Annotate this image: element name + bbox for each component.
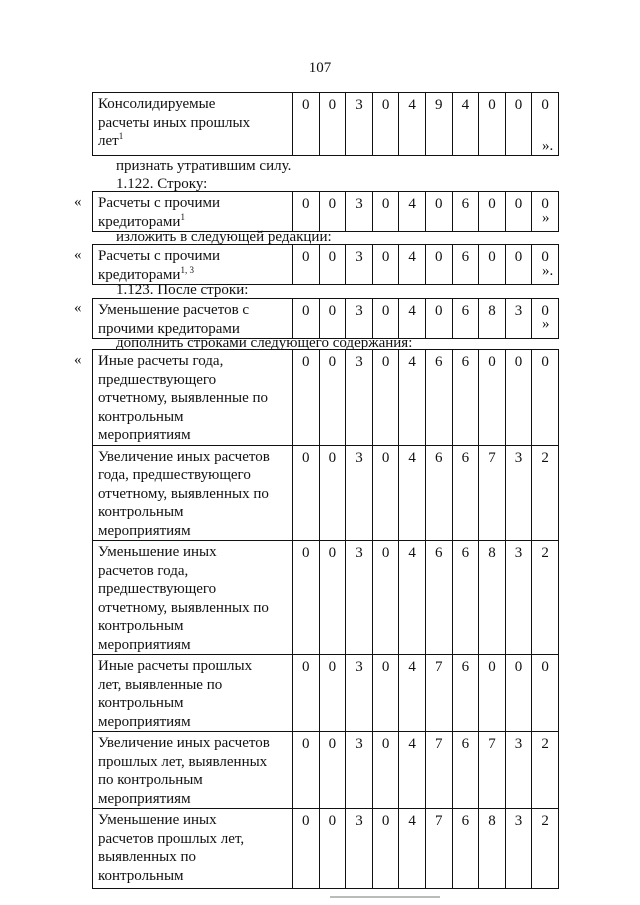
code-digit: 2 (532, 809, 559, 889)
code-digit: 0 (293, 732, 320, 809)
code-digit: 7 (425, 732, 452, 809)
label-line: контрольным (98, 867, 184, 884)
code-digit: 0 (425, 245, 452, 285)
footnote-mark: 1, 3 (180, 264, 194, 275)
code-digit: 0 (319, 350, 346, 446)
code-digit: 4 (399, 445, 426, 541)
code-digit: 6 (425, 445, 452, 541)
code-digit: 0 (425, 299, 452, 339)
code-digit: 0 (505, 192, 532, 232)
code-digit: 3 (346, 732, 373, 809)
code-digit: 0 (319, 192, 346, 232)
text-line: дополнить строками следующего содержания: (116, 335, 413, 351)
label-line: расчетов года, (98, 562, 189, 579)
code-digit: 0 (372, 192, 399, 232)
code-digit: 0 (372, 299, 399, 339)
label-line: лет, выявленные по (98, 676, 223, 693)
label-line: мероприятиям (98, 427, 191, 443)
code-digit: 0 (293, 809, 320, 889)
label-line: мероприятиям (98, 790, 191, 807)
row-label (93, 541, 293, 655)
code-digit: 3 (346, 350, 373, 446)
label-line: Увеличение иных расчетов (98, 448, 270, 465)
code-digit: 6 (452, 809, 479, 889)
row-label (93, 192, 293, 232)
label-line: контрольным (98, 695, 184, 711)
code-digit: 4 (399, 350, 426, 446)
code-digit: 0 (479, 93, 506, 156)
code-digit: 0 (293, 541, 320, 655)
label-line: по контрольным (98, 772, 203, 788)
code-digit: 8 (479, 299, 506, 339)
label-line: года, предшествующего (98, 467, 251, 483)
code-digit: 0 (293, 192, 320, 232)
table-row (93, 350, 559, 446)
code-digit: 0 (425, 192, 452, 232)
code-digit: 0 (505, 245, 532, 285)
code-digit: 2 (532, 732, 559, 809)
code-digit: 0 (479, 192, 506, 232)
code-digit: 0 (505, 350, 532, 446)
code-digit: 0 (372, 350, 399, 446)
code-digit: 7 (479, 732, 506, 809)
code-digit: 0 (319, 445, 346, 541)
text-line: 1.122. Строку: (116, 176, 208, 192)
open-quote: « (74, 247, 82, 263)
code-digit: 0 (293, 245, 320, 285)
label-line: кредиторами (98, 266, 181, 283)
footnote-mark: 1 (180, 211, 185, 222)
table-row (93, 655, 559, 732)
code-digit: 7 (425, 809, 452, 889)
code-digit: 0 (319, 732, 346, 809)
label-line: отчетному, выявленных по (98, 485, 269, 502)
code-digit: 0 (372, 809, 399, 889)
code-digit: 0 (372, 93, 399, 156)
row-label (93, 245, 293, 285)
code-table-2 (92, 191, 559, 232)
code-digit: 3 (346, 192, 373, 232)
code-digit: 6 (452, 732, 479, 809)
label-line: мероприятиям (98, 522, 191, 539)
text-line: признать утратившим силу. (116, 158, 292, 174)
open-quote: « (74, 194, 82, 210)
code-digit: 0 (293, 299, 320, 339)
close-quote: ». (542, 263, 554, 279)
label-line: Уменьшение иных (98, 812, 217, 828)
code-digit: 0 (372, 732, 399, 809)
label-line: лет (98, 133, 119, 149)
code-digit: 2 (532, 541, 559, 655)
label-line: отчетному, выявленные по (98, 390, 269, 406)
row-label (93, 445, 293, 541)
label-line: Увеличение иных расчетов (98, 735, 270, 751)
table-row (93, 192, 559, 232)
code-digit: 0 (293, 655, 320, 732)
code-digit: 0 (372, 445, 399, 541)
code-digit: 0 (319, 299, 346, 339)
code-digit: 0 (293, 350, 320, 446)
code-digit: 4 (399, 192, 426, 232)
label-line: мероприятиям (98, 636, 191, 653)
label-line: предшествующего (98, 581, 217, 597)
code-digit: 0 (372, 245, 399, 285)
code-table-5 (92, 349, 559, 889)
code-digit: 3 (505, 445, 532, 541)
code-digit: 4 (399, 541, 426, 655)
table-row (93, 445, 559, 541)
row-label (93, 350, 293, 446)
label-line: отчетному, выявленных по (98, 599, 269, 616)
code-digit: 0 (479, 655, 506, 732)
code-digit: 0 (293, 445, 320, 541)
code-digit: 0 (293, 93, 320, 156)
page-number: 107 (308, 60, 332, 76)
code-digit: 9 (425, 93, 452, 156)
code-digit: 0 (505, 93, 532, 156)
code-digit: 0 (505, 655, 532, 732)
label-line: Консолидируемые (98, 96, 216, 112)
code-digit: 0 (532, 655, 559, 732)
close-quote: ». (542, 138, 554, 154)
code-digit: 4 (399, 732, 426, 809)
label-line: Уменьшение расчетов с (98, 302, 250, 318)
code-digit: 3 (346, 445, 373, 541)
label-line: Уменьшение иных (98, 544, 217, 560)
table-row (93, 541, 559, 655)
code-digit: 3 (505, 809, 532, 889)
code-digit: 7 (479, 445, 506, 541)
code-digit: 3 (346, 93, 373, 156)
code-digit: 6 (425, 350, 452, 446)
label-line: прошлых лет, выявленных (98, 753, 268, 770)
label-line: расчетов прошлых лет, (98, 830, 245, 847)
code-digit: 7 (425, 655, 452, 732)
code-digit: 4 (399, 93, 426, 156)
table-row (93, 93, 559, 156)
label-line: Иные расчеты года, (98, 353, 224, 369)
code-digit: 3 (505, 299, 532, 339)
code-digit: 6 (452, 299, 479, 339)
code-digit: 4 (399, 655, 426, 732)
code-digit: 0 (532, 93, 559, 156)
label-line: Иные расчеты прошлых (98, 658, 253, 674)
row-label (93, 299, 293, 339)
code-digit: 3 (346, 809, 373, 889)
code-digit: 6 (452, 245, 479, 285)
table-row (93, 809, 559, 889)
code-digit: 6 (452, 541, 479, 655)
code-digit: 0 (532, 350, 559, 446)
code-digit: 2 (532, 445, 559, 541)
open-quote: « (74, 352, 82, 368)
label-line: Расчеты с прочими (98, 195, 221, 211)
label-line: контрольным (98, 408, 184, 425)
code-digit: 0 (372, 541, 399, 655)
code-digit: 0 (479, 245, 506, 285)
code-digit: 0 (319, 93, 346, 156)
code-digit: 6 (452, 655, 479, 732)
label-line: прочими кредиторами (98, 320, 240, 337)
code-digit: 0 (319, 541, 346, 655)
open-quote: « (74, 300, 82, 316)
code-table-3 (92, 244, 559, 285)
code-digit: 6 (452, 350, 479, 446)
code-digit: 0 (319, 245, 346, 285)
code-digit: 4 (399, 809, 426, 889)
code-table-4 (92, 298, 559, 339)
code-digit: 0 (532, 192, 559, 232)
label-line: предшествующего (98, 371, 217, 388)
code-digit: 3 (346, 655, 373, 732)
label-line: выявленных по (98, 849, 196, 865)
code-digit: 0 (319, 655, 346, 732)
close-quote: » (542, 316, 550, 332)
label-line: расчеты иных прошлых (98, 114, 251, 131)
code-digit: 0 (372, 655, 399, 732)
code-table-1 (92, 92, 559, 156)
code-digit: 4 (399, 299, 426, 339)
code-digit: 0 (532, 299, 559, 339)
code-digit: 3 (346, 299, 373, 339)
code-digit: 6 (452, 445, 479, 541)
row-label (93, 732, 293, 809)
code-digit: 3 (505, 541, 532, 655)
code-digit: 3 (505, 732, 532, 809)
table-row (93, 245, 559, 285)
table-row (93, 732, 559, 809)
code-digit: 8 (479, 541, 506, 655)
code-digit: 4 (399, 245, 426, 285)
code-digit: 6 (452, 192, 479, 232)
label-line: мероприятиям (98, 713, 191, 730)
row-label (93, 655, 293, 732)
code-digit: 0 (319, 809, 346, 889)
code-digit: 0 (479, 350, 506, 446)
scan-artifact (330, 896, 440, 898)
close-quote: » (542, 210, 550, 226)
label-line: контрольным (98, 618, 184, 634)
code-digit: 8 (479, 809, 506, 889)
text-line: 1.123. После строки: (116, 282, 249, 298)
footnote-mark: 1 (118, 131, 124, 141)
code-digit: 6 (425, 541, 452, 655)
label-line: кредиторами (98, 213, 181, 230)
table-row (93, 299, 559, 339)
row-label (93, 93, 293, 156)
code-digit: 3 (346, 245, 373, 285)
row-label (93, 809, 293, 889)
code-digit: 4 (452, 93, 479, 156)
code-digit: 0 (532, 245, 559, 285)
label-line: Расчеты с прочими (98, 248, 221, 264)
label-line: контрольным (98, 504, 184, 520)
text-line: изложить в следующей редакции: (116, 229, 332, 245)
code-digit: 3 (346, 541, 373, 655)
